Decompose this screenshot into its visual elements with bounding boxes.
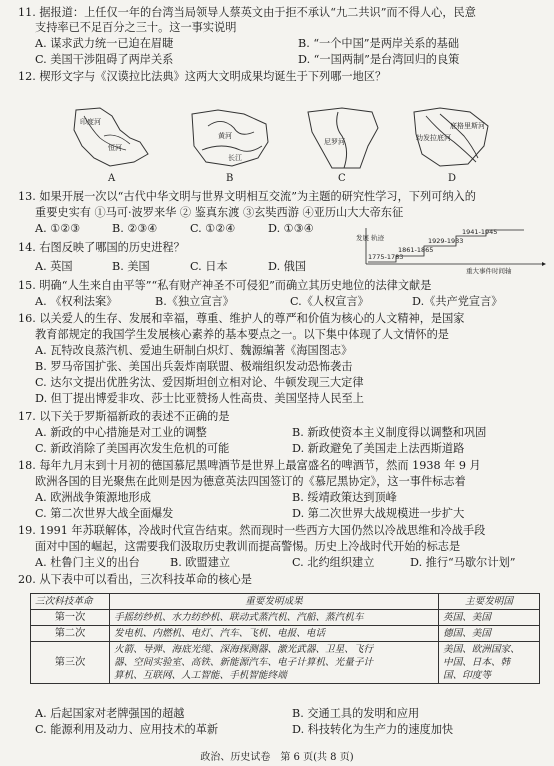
table-cell-inventions: 手摇纺纱机、水力纺纱机、联动式蒸汽机、汽船、蒸汽机车	[110, 610, 439, 626]
q18-option-d: D. 第二次世界大战规模进一步扩大	[292, 507, 465, 520]
table-cell-name: 第三次	[31, 642, 110, 684]
q15-option-b: B.《独立宣言》	[155, 295, 234, 308]
table-header-countries: 主要发明国	[439, 594, 540, 610]
q13-option-c: C. ①②④	[190, 222, 236, 235]
timeline-xlabel: 重大事件时间轴	[466, 267, 512, 275]
table-row	[31, 642, 540, 684]
q15-option-a: A. 《权利法案》	[35, 295, 118, 308]
q20-option-a: A. 后起国家对老牌强国的超越	[35, 707, 185, 720]
q16-option-c: C. 达尔文提出优胜劣汰、爱因斯坦创立相对论、牛顿发现三大定律	[35, 376, 364, 389]
q20-stem: 20. 从下表中可以看出，三次科技革命的核心是	[18, 573, 252, 586]
table-cell-inventions: 发电机、内燃机、电灯、汽车、飞机、电报、电话	[110, 626, 439, 642]
table-header-row	[31, 594, 540, 610]
q17-stem: 17. 以下关于罗斯福新政的表述不正确的是	[18, 410, 230, 423]
q13-stem-line2: 重要史实有 ①马可·波罗来华 ② 鉴真东渡 ③玄奘西游 ④亚历山大大帝东征	[35, 206, 404, 219]
q14-option-d: D. 俄国	[268, 260, 307, 273]
q13-option-b: B. ②③④	[112, 222, 158, 235]
q14-option-a: A. 英国	[35, 260, 73, 273]
q16-option-a: A. 瓦特改良蒸汽机、爱迪生研制白炽灯、魏源编著《海国图志》	[35, 344, 353, 357]
map-a-label-indus: 印度河	[80, 118, 101, 126]
table-header-revolution: 三次科技革命	[31, 594, 110, 610]
map-d-label-euphrates: 幼发拉底河	[416, 134, 451, 142]
table-cell-line: 器、空间实验室、高铁、新能源汽车、电子计算机、光量子计	[114, 657, 374, 668]
timeline-period-4: 1941-1945	[462, 228, 498, 236]
table-cell-name: 第一次	[31, 610, 110, 626]
timeline-period-3: 1929-1933	[428, 237, 464, 245]
table-row	[31, 610, 540, 626]
map-c	[302, 106, 386, 170]
map-c-label-nile: 尼罗河	[324, 138, 345, 146]
q17-option-b: B. 新政使资本主义制度得以调整和巩固	[292, 426, 487, 439]
map-a	[70, 106, 154, 170]
q15-option-d: D.《共产党宣言》	[412, 295, 503, 308]
table-cell-countries	[439, 642, 540, 684]
map-b-caption: B	[226, 173, 234, 184]
q18-stem-line1: 18. 每年九月末到十月初的德国慕尼黑啤酒节是世界上最富盛名的啤酒节，然而 1938 年 9 月	[18, 459, 481, 472]
q16-stem-line2: 教育部规定的我国学生发展核心素养的基本要点之一。以下集中体现了人文情怀的是	[35, 328, 449, 341]
q20-option-d: D. 科技转化为生产力的速度加快	[292, 723, 454, 736]
table-header-inventions: 重要发明成果	[110, 594, 439, 610]
table-cell-inventions	[110, 642, 439, 684]
q19-option-b: B. 欧盟建立	[170, 556, 231, 569]
q12-maps	[70, 106, 530, 186]
q15-stem: 15. 明确“人生来自由平等”“私有财产神圣不可侵犯”而确立其历史地位的法律文献是	[18, 279, 432, 292]
page-footer: 政治、历史试卷 第 6 页(共 8 页)	[200, 752, 354, 763]
q20-option-c: C. 能源利用及动力、应用技术的革新	[35, 723, 219, 736]
q19-option-d: D. 推行“马歇尔计划”	[410, 556, 516, 569]
q18-stem-line2: 欧洲各国的目光聚焦在此则是因为德意英法四国签订的《慕尼黑协定》，这一事件标志着	[35, 475, 466, 488]
timeline-period-1: 1775-1783	[368, 253, 404, 261]
timeline-ylabel: 发展 轨迹	[356, 234, 385, 242]
q12-stem: 12. 楔形文字与《汉谟拉比法典》这两大文明成果均诞生于下列哪一地区？	[18, 70, 387, 83]
q11-option-c: C. 美国干涉阻碍了两岸关系	[35, 53, 174, 66]
q17-option-d: D. 新政避免了美国走上法西斯道路	[292, 442, 465, 455]
q19-option-c: C. 北约组织建立	[292, 556, 375, 569]
q16-option-d: D. 但丁提出博爱非攻、莎士比亚赞扬人性高贵、美国坚持人民至上	[35, 392, 364, 405]
q11-stem-line2: 支持率已不足百分之三十。这一事实说明	[35, 21, 237, 34]
table-cell-line: 美国、欧洲国家、	[443, 644, 520, 655]
q15-option-c: C.《人权宣言》	[290, 295, 369, 308]
map-d	[410, 106, 494, 170]
map-d-label-tigris: 底格里斯河	[450, 122, 485, 130]
table-row	[31, 626, 540, 642]
map-a-label-ganges: 恒河	[108, 144, 122, 152]
map-b-label-yangtze: 长江	[228, 154, 242, 162]
q11-stem-line1: 11. 据报道：上任仅一年的台湾当局领导人蔡英文由于拒不承认“九二共识”而不得人心，民意	[18, 6, 476, 19]
table-cell-line: 国、印度等	[443, 670, 491, 681]
q14-option-c: C. 日本	[190, 260, 228, 273]
table-cell-line: 算机、互联网、人工智能、手机智能终端	[114, 670, 287, 681]
table-cell-name: 第二次	[31, 626, 110, 642]
table-cell-countries: 英国、美国	[439, 610, 540, 626]
q17-option-a: A. 新政的中心措施是对工业的调整	[35, 426, 207, 439]
q17-option-c: C. 新政消除了美国再次发生危机的可能	[35, 442, 230, 455]
q18-option-c: C. 第二次世界大战全面爆发	[35, 507, 174, 520]
table-cell-line: 中国、日本、韩	[443, 657, 511, 668]
q11-option-a: A. 谋求武力统一已迫在眉睫	[35, 37, 174, 50]
timeline-period-2: 1861-1865	[398, 246, 434, 254]
q19-stem-line2: 面对中国的崛起，这需要我们汲取历史教训而提高警惕。历史上冷战时代开始的标志是	[35, 540, 461, 553]
q14-option-b: B. 美国	[112, 260, 150, 273]
q14-stem: 14. 右图反映了哪国的历史进程？	[18, 241, 185, 254]
q19-option-a: A. 杜鲁门主义的出台	[35, 556, 140, 569]
map-b-label-yellow-river: 黄河	[218, 132, 232, 140]
map-b	[188, 106, 272, 170]
q14-timeline-figure	[356, 226, 546, 276]
q13-stem-line1: 13. 如果开展一次以“古代中华文明与世界文明相互交流”为主题的研究性学习，下列可纳入的	[18, 190, 476, 203]
q16-option-b: B. 罗马帝国扩张、美国出兵轰炸南联盟、极端组织发动恐怖袭击	[35, 360, 353, 373]
q11-option-d: D. “一国两制”是台湾回归的良策	[298, 53, 460, 66]
table-cell-line: 火箭、导弹、海底光缆、深海探测器、激光武器、卫星、飞行	[114, 644, 374, 655]
q18-option-a: A. 欧洲战争策源地形成	[35, 491, 151, 504]
q18-option-b: B. 绥靖政策达到顶峰	[292, 491, 397, 504]
tech-revolution-table	[30, 593, 540, 684]
q13-option-a: A. ①②③	[35, 222, 81, 235]
map-a-caption: A	[108, 173, 116, 184]
map-d-caption: D	[448, 173, 457, 184]
q19-stem-line1: 19. 1991 年苏联解体，冷战时代宣告结束。然而现时一些西方大国仍然以冷战思维和冷战手段	[18, 524, 486, 537]
q20-option-b: B. 交通工具的发明和应用	[292, 707, 420, 720]
q16-stem-line1: 16. 以关爱人的生存、发展和幸福，尊重、维护人的尊严和价值为核心的人文精神，是国家	[18, 312, 465, 325]
q13-option-d: D. ①③④	[268, 222, 314, 235]
q11-option-b: B. “一个中国”是两岸关系的基础	[298, 37, 460, 50]
table-cell-countries: 德国、美国	[439, 626, 540, 642]
map-c-caption: C	[338, 173, 346, 184]
